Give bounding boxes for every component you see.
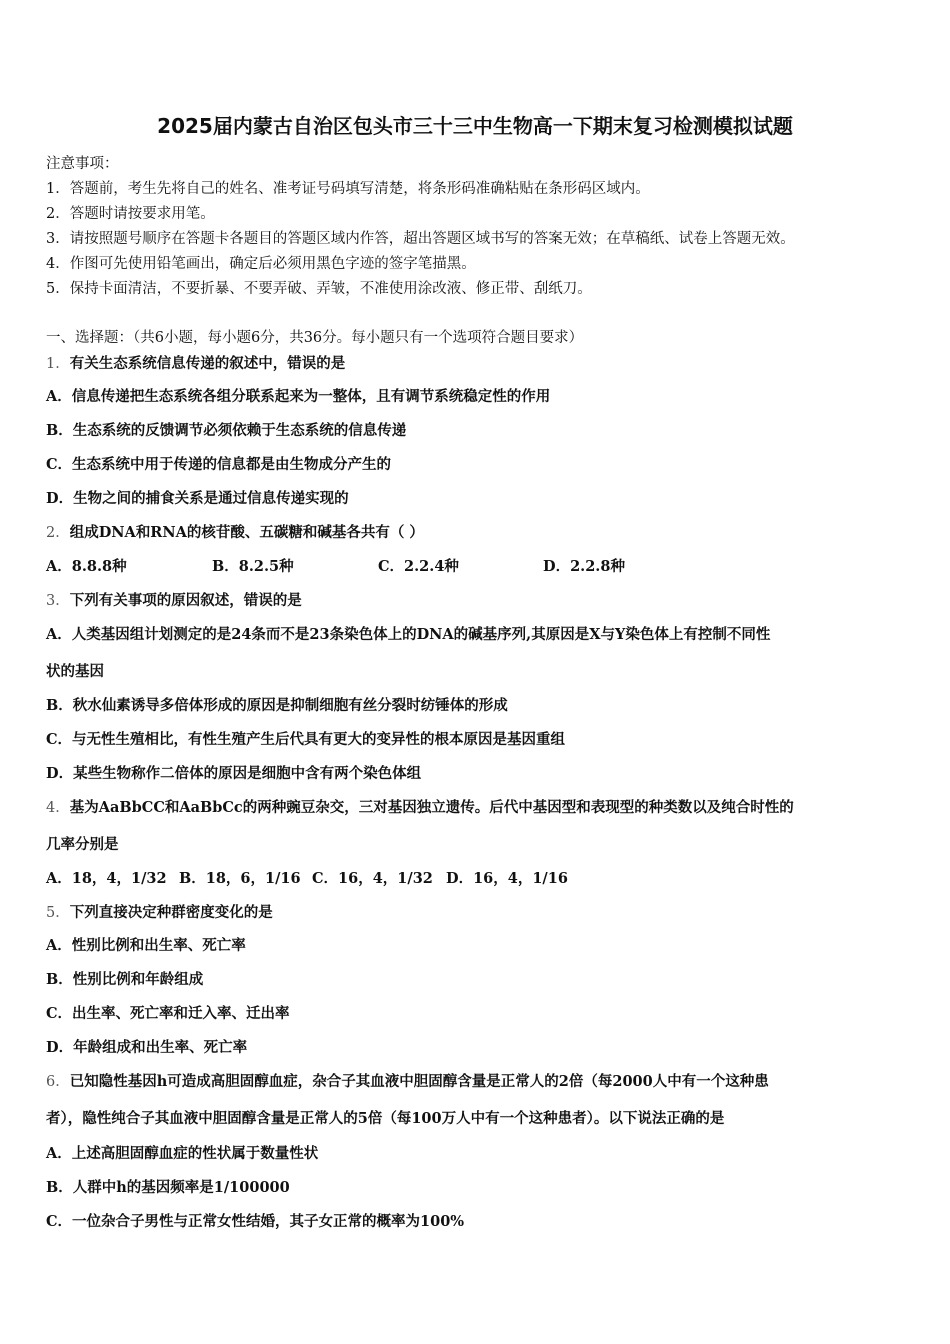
q4-option-a: A．18，4，1/32: [46, 870, 167, 887]
q2-option-b: B．8.2.5种: [212, 558, 294, 575]
q6-option-c: C．一位杂合子男性与正常女性结婚，其子女正常的概率为100%: [46, 1213, 465, 1230]
q5-option-d: D．年龄组成和出生率、死亡率: [46, 1039, 248, 1056]
q1-option-b: B．生态系统的反馈调节必须依赖于生态系统的信息传递: [46, 422, 407, 439]
q3-option-c: C．与无性生殖相比，有性生殖产生后代具有更大的变异性的根本原因是基因重组: [46, 731, 566, 748]
question-2-stem: [46, 521, 424, 542]
question-number: 6．: [46, 1074, 70, 1090]
question-text: 下列直接决定种群密度变化的是: [69, 904, 273, 921]
q3-option-d: D．某些生物称作二倍体的原因是细胞中含有两个染色体组: [46, 765, 422, 782]
q3-option-b: B．秋水仙素诱导多倍体形成的原因是抑制细胞有丝分裂时纺锤体的形成: [46, 697, 508, 714]
q5-option-c: C．出生率、死亡率和迁入率、迁出率: [46, 1005, 290, 1022]
notice-item: 3．请按照题号顺序在答题卡各题目的答题区域内作答，超出答题区域书写的答案无效；在草稿纸、试卷上答题无效。: [46, 231, 795, 247]
notice-heading: 注意事项：: [46, 156, 119, 172]
question-number: 1．: [46, 356, 70, 372]
section-heading: 一、选择题：（共6小题，每小题6分，共36分。每小题只有一个选项符合题目要求）: [46, 330, 584, 346]
q1-option-d: D．生物之间的捕食关系是通过信息传递实现的: [46, 490, 349, 507]
question-number: 3．: [46, 593, 70, 609]
question-4-stem-cont: 几率分别是: [46, 836, 119, 853]
question-text: 有关生态系统信息传递的叙述中，错误的是: [69, 355, 346, 372]
q4-option-b: B．18，6，1/16: [179, 870, 301, 887]
question-4-stem: [46, 796, 794, 817]
question-number: 4．: [46, 800, 70, 816]
q2-option-a: A．8.8.8种: [46, 558, 127, 575]
q4-option-c: C．16，4，1/32: [312, 870, 433, 887]
question-number: 2．: [46, 525, 70, 541]
notice-item: 2．答题时请按要求用笔。: [46, 206, 215, 222]
question-6-stem: [46, 1070, 769, 1091]
q1-option-a: A．信息传递把生态系统各组分联系起来为一整体，且有调节系统稳定性的作用: [46, 388, 551, 405]
q5-option-a: A．性别比例和出生率、死亡率: [46, 937, 246, 954]
q3-option-a: A．人类基因组计划测定的是24条而不是23条染色体上的DNA的碱基序列,其原因是X与Y染色体上有控制不同性: [46, 626, 771, 643]
q6-option-a: A．上述高胆固醇血症的性状属于数量性状: [46, 1145, 319, 1162]
notice-item: 5．保持卡面清洁，不要折暴、不要弄破、弄皱，不准使用涂改液、修正带、刮纸刀。: [46, 281, 592, 297]
notice-item: 4．作图可先使用铅笔画出，确定后必须用黑色字迹的签字笔描黑。: [46, 256, 476, 272]
q2-option-c: C．2.2.4种: [378, 558, 459, 575]
q3-option-a-cont: 状的基因: [46, 663, 104, 680]
question-3-stem: [46, 589, 302, 610]
question-text: 组成DNA和RNA的核苷酸、五碳糖和碱基各共有（ ）: [69, 524, 424, 541]
question-1-stem: [46, 352, 345, 373]
page-title: 2025届内蒙古自治区包头市三十三中生物高一下期末复习检测模拟试题: [157, 114, 793, 138]
question-number: 5．: [46, 905, 70, 921]
question-text: 基为AaBbCC和AaBbCc的两种豌豆杂交，三对基因独立遗传。后代中基因型和表现型的种类数以及纯合时性的: [69, 799, 794, 816]
q2-option-d: D．2.2.8种: [543, 558, 625, 575]
question-6-stem-cont: 者），隐性纯合子其血液中胆固醇含量是正常人的5倍（每100万人中有一个这种患者）。以下说法正确的是: [46, 1110, 725, 1127]
question-5-stem: [46, 901, 273, 922]
notice-item: 1．答题前，考生先将自己的姓名、准考证号码填写清楚，将条形码准确粘贴在条形码区域内。: [46, 181, 650, 197]
question-text: 已知隐性基因h可造成高胆固醇血症，杂合子其血液中胆固醇含量是正常人的2倍（每2000人中有一个这种患: [69, 1073, 769, 1090]
question-text: 下列有关事项的原因叙述，错误的是: [69, 592, 302, 609]
q1-option-c: C．生态系统中用于传递的信息都是由生物成分产生的: [46, 456, 392, 473]
q6-option-b: B．人群中h的基因频率是1/100000: [46, 1179, 290, 1196]
q4-option-d: D．16，4，1/16: [446, 870, 568, 887]
q5-option-b: B．性别比例和年龄组成: [46, 971, 204, 988]
